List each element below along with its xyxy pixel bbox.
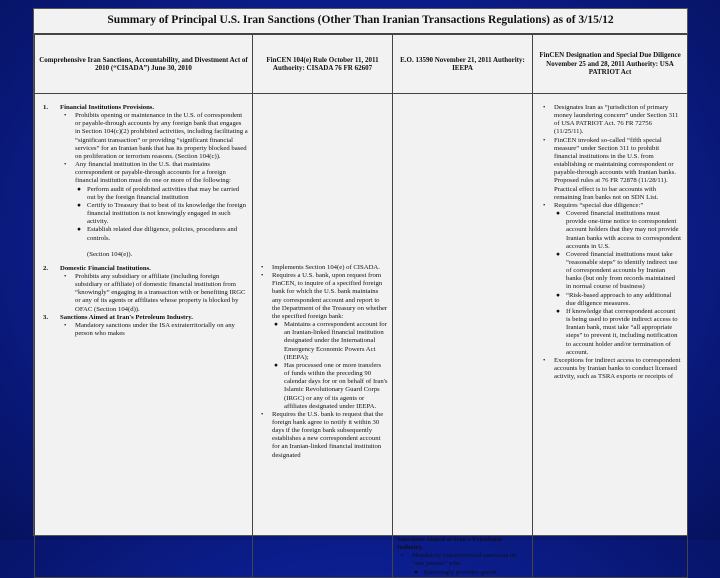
bullet-icon: •	[543, 356, 546, 364]
fincen-104e-cell	[253, 94, 393, 578]
bullet-icon: •	[261, 264, 264, 271]
bullet-icon: •	[64, 112, 67, 120]
document-page	[33, 8, 688, 576]
sub-bullet-icon: ●	[556, 250, 561, 258]
header-cisada: Comprehensive Iran Sanctions, Accountability, and Divestment Act of 2010 (“CISADA”) June 30, 2010	[35, 35, 253, 94]
section-financial-institutions	[41, 104, 248, 265]
list-item: • Exceptions for indirect access to correspondent accounts by Iranian banks to conduct licensed activity, such as TSRA exports or receipts of	[543, 356, 681, 381]
section-number: 3.	[43, 313, 49, 321]
section-heading: Sanctions Aimed at Iran's Petroleum Industry.	[60, 313, 193, 321]
list-item: • Requires “special due diligence:” ● Covered financial institutions must provide one-time notice to correspondent account holders that they may not provide Iranian banks with access to correspondent accounts in U.S. ● Covered financial institutions must take “reasonable steps” to identify indirect use of correspondent accounts by Iranian banks (but only from records maintained in normal course of business) ● “Risk-based approach to any additional due diligence measures. ● If knowledge that correspondent account is being used to provide indirect access to Iranian bank, must take “all appropriate steps” to prevent it, including notification to account holder and/or termination of account.	[543, 201, 681, 356]
bullet-icon: •	[261, 410, 264, 418]
section-number: 2.	[43, 264, 49, 272]
sub-bullet-icon: ●	[77, 226, 82, 234]
sub-list-item: ● Covered financial institutions must provide one-time notice to correspondent account holders that they may not provide Iranian banks with access to correspondent accounts in U.S.	[556, 210, 681, 250]
sub-list-item: ● Knowingly provides goods,	[414, 568, 499, 576]
page-title: Summary of Principal U.S. Iran Sanctions (Other Than Iranian Transactions Regulations) as of 3/15/12	[34, 9, 687, 34]
bullet-icon: •	[401, 552, 404, 560]
bullet-icon: •	[543, 104, 546, 111]
section-heading: Domestic Financial Institutions.	[60, 264, 151, 272]
sub-list-item: ● “Risk-based approach to any additional due diligence measures.	[556, 291, 672, 307]
section-heading: Financial Institutions Provisions.	[60, 104, 155, 111]
sub-list-item: ● Covered financial institutions must take “reasonable steps” to identify indirect use of correspondent accounts by Iranian banks (but only from records maintained in normal course of business)	[556, 250, 678, 291]
list-item: • Requires a U.S. bank, upon request from FinCEN, to inquire of a specified foreign bank for which the U.S. bank maintains any correspondent account and report to the Department of the Treasury on whether the specified foreign bank: ● Maintains a correspondent account for an Iranian-linked financial institution designated under the International Emergency Economic Powers Act (IEEPA); ● Has processed one or more transfers of funds within the preceding 90 calendar days for or on behalf of Iran's Islamic Revolutionary Guard Corps (IRGC) or any of its agents or affiliates designated under IEEPA.	[261, 272, 388, 410]
bullet-icon: •	[543, 136, 546, 144]
sub-list-item: ● Has processed one or more transfers of funds within the preceding 90 calendar days for or on behalf of Iran's Islamic Revolutionary Guard Corps (IRGC) or any of its agents or affiliates designated under IEEPA.	[274, 361, 388, 410]
sub-bullet-icon: ●	[556, 291, 561, 299]
list-item: • Any financial institution in the U.S. that maintains correspondent or payable-through accounts for a foreign financial institution must do one or more of the following: ● Perform audit of prohibited activities that may be carried out by the foreign financial institution ● Certify to Treasury that to best of its knowledge the foreign financial institution is not knowingly engaged in such activity. ● Establish related due diligence, policies, procedures and controls. (Section 104(e)).	[60, 161, 248, 265]
cisada-cell	[35, 94, 253, 578]
sanctions-table	[34, 34, 688, 578]
section-petroleum-industry	[41, 314, 248, 338]
bullet-icon: •	[261, 272, 264, 280]
fincen-designation-cell	[533, 94, 688, 578]
section-reference: (Section 104(e)).	[87, 250, 133, 258]
section-domestic-institutions	[41, 265, 248, 314]
sub-bullet-icon: ●	[274, 321, 279, 329]
sub-bullet-icon: ●	[77, 185, 82, 193]
header-row	[35, 35, 688, 94]
list-item: • Mandatory extraterritorial sanctions on “any person” who: ● Knowingly provides goods,	[397, 552, 528, 576]
section-heading: Sanctions Aimed at Iran's Petroleum Industry.	[397, 536, 503, 552]
bullet-icon: •	[64, 272, 67, 280]
list-item: • Designates Iran as “jurisdiction of primary money laundering concern” under Section 311 of USA PATRIOT Act. 76 FR 72756 (11/25/11).	[543, 104, 679, 136]
bullet-icon: •	[64, 161, 67, 169]
sub-list-item: ● If knowledge that correspondent account is being used to provide indirect access to Iranian bank, must take “all appropriate steps” to prevent it, including notification to account holder and/or termination of account.	[556, 307, 678, 356]
sub-bullet-icon: ●	[556, 210, 561, 218]
section-number: 1.	[43, 104, 49, 111]
list-item: • Prohibits opening or maintenance in the U.S. of correspondent or payable-through accounts by any foreign bank that engages in Section 104(c)(2) prohibited activities, including facilitating a “significant transaction” or providing “significant financial services” for an Iranian bank that has its property blocked based on proliferation or terrorism reasons. (Section 104(c)).	[64, 112, 248, 160]
sub-list-item: ● Maintains a correspondent account for an Iranian-linked financial institution designated under the International Emergency Economic Powers Act (IEEPA);	[274, 321, 387, 361]
list-item: • Prohibits any subsidiary or affiliate (including foreign subsidiary or affiliate) of domestic financial institution from “knowingly” engaging in a transaction with or benefiting IRGC or any of its agents or affiliates whose property is blocked by OFAC (Section 104(d)).	[64, 272, 246, 313]
header-eo-13590: E.O. 13590 November 21, 2011 Authority: IEEPA	[393, 35, 533, 94]
sub-list-item: ● Certify to Treasury that to best of its knowledge the foreign financial institution is not knowingly engaged in such activity.	[77, 201, 246, 226]
bullet-icon: •	[543, 201, 546, 209]
sub-list-item: ● Establish related due diligence, policies, procedures and controls.	[77, 226, 238, 242]
bullet-icon: •	[64, 321, 67, 329]
list-item: • Implements Section 104(e) of CISADA.	[261, 264, 380, 271]
list-item: • FinCEN invoked so-called “fifth special measure” under Section 311 to prohibit financial institutions in the U.S. from establishing or maintaining correspondent or payable-through accounts with Iranian banks. Proposed rules at 76 FR 72878 (11/28/11). Practical effect is to bar accounts with remaining Iran banks not on SDN List.	[543, 136, 677, 201]
header-fincen-104e: FinCEN 104(e) Rule October 11, 2011 Authority: CISADA 76 FR 62607	[253, 35, 393, 94]
sub-bullet-icon: ●	[274, 361, 279, 369]
eo-13590-cell	[393, 94, 533, 578]
sub-list-item: ● Perform audit of prohibited activities that may be carried out by the foreign financial institution	[77, 185, 240, 201]
list-item: • Mandatory sanctions under the ISA extraterritorially on any person who makes	[64, 321, 235, 338]
sub-bullet-icon: ●	[556, 307, 561, 315]
content-row	[35, 94, 688, 578]
list-item: • Requires the U.S. bank to request that the foreign bank agree to notify it within 30 days if the foreign bank subsequently establishes a new correspondent account for an Iranian-linked financial institution designated	[261, 410, 384, 459]
sub-bullet-icon: ●	[77, 201, 82, 209]
sub-bullet-icon: ●	[414, 568, 419, 576]
header-fincen-designation: FinCEN Designation and Special Due Diligence November 25 and 28, 2011 Authority: USA PATRIOT Act	[533, 35, 688, 94]
